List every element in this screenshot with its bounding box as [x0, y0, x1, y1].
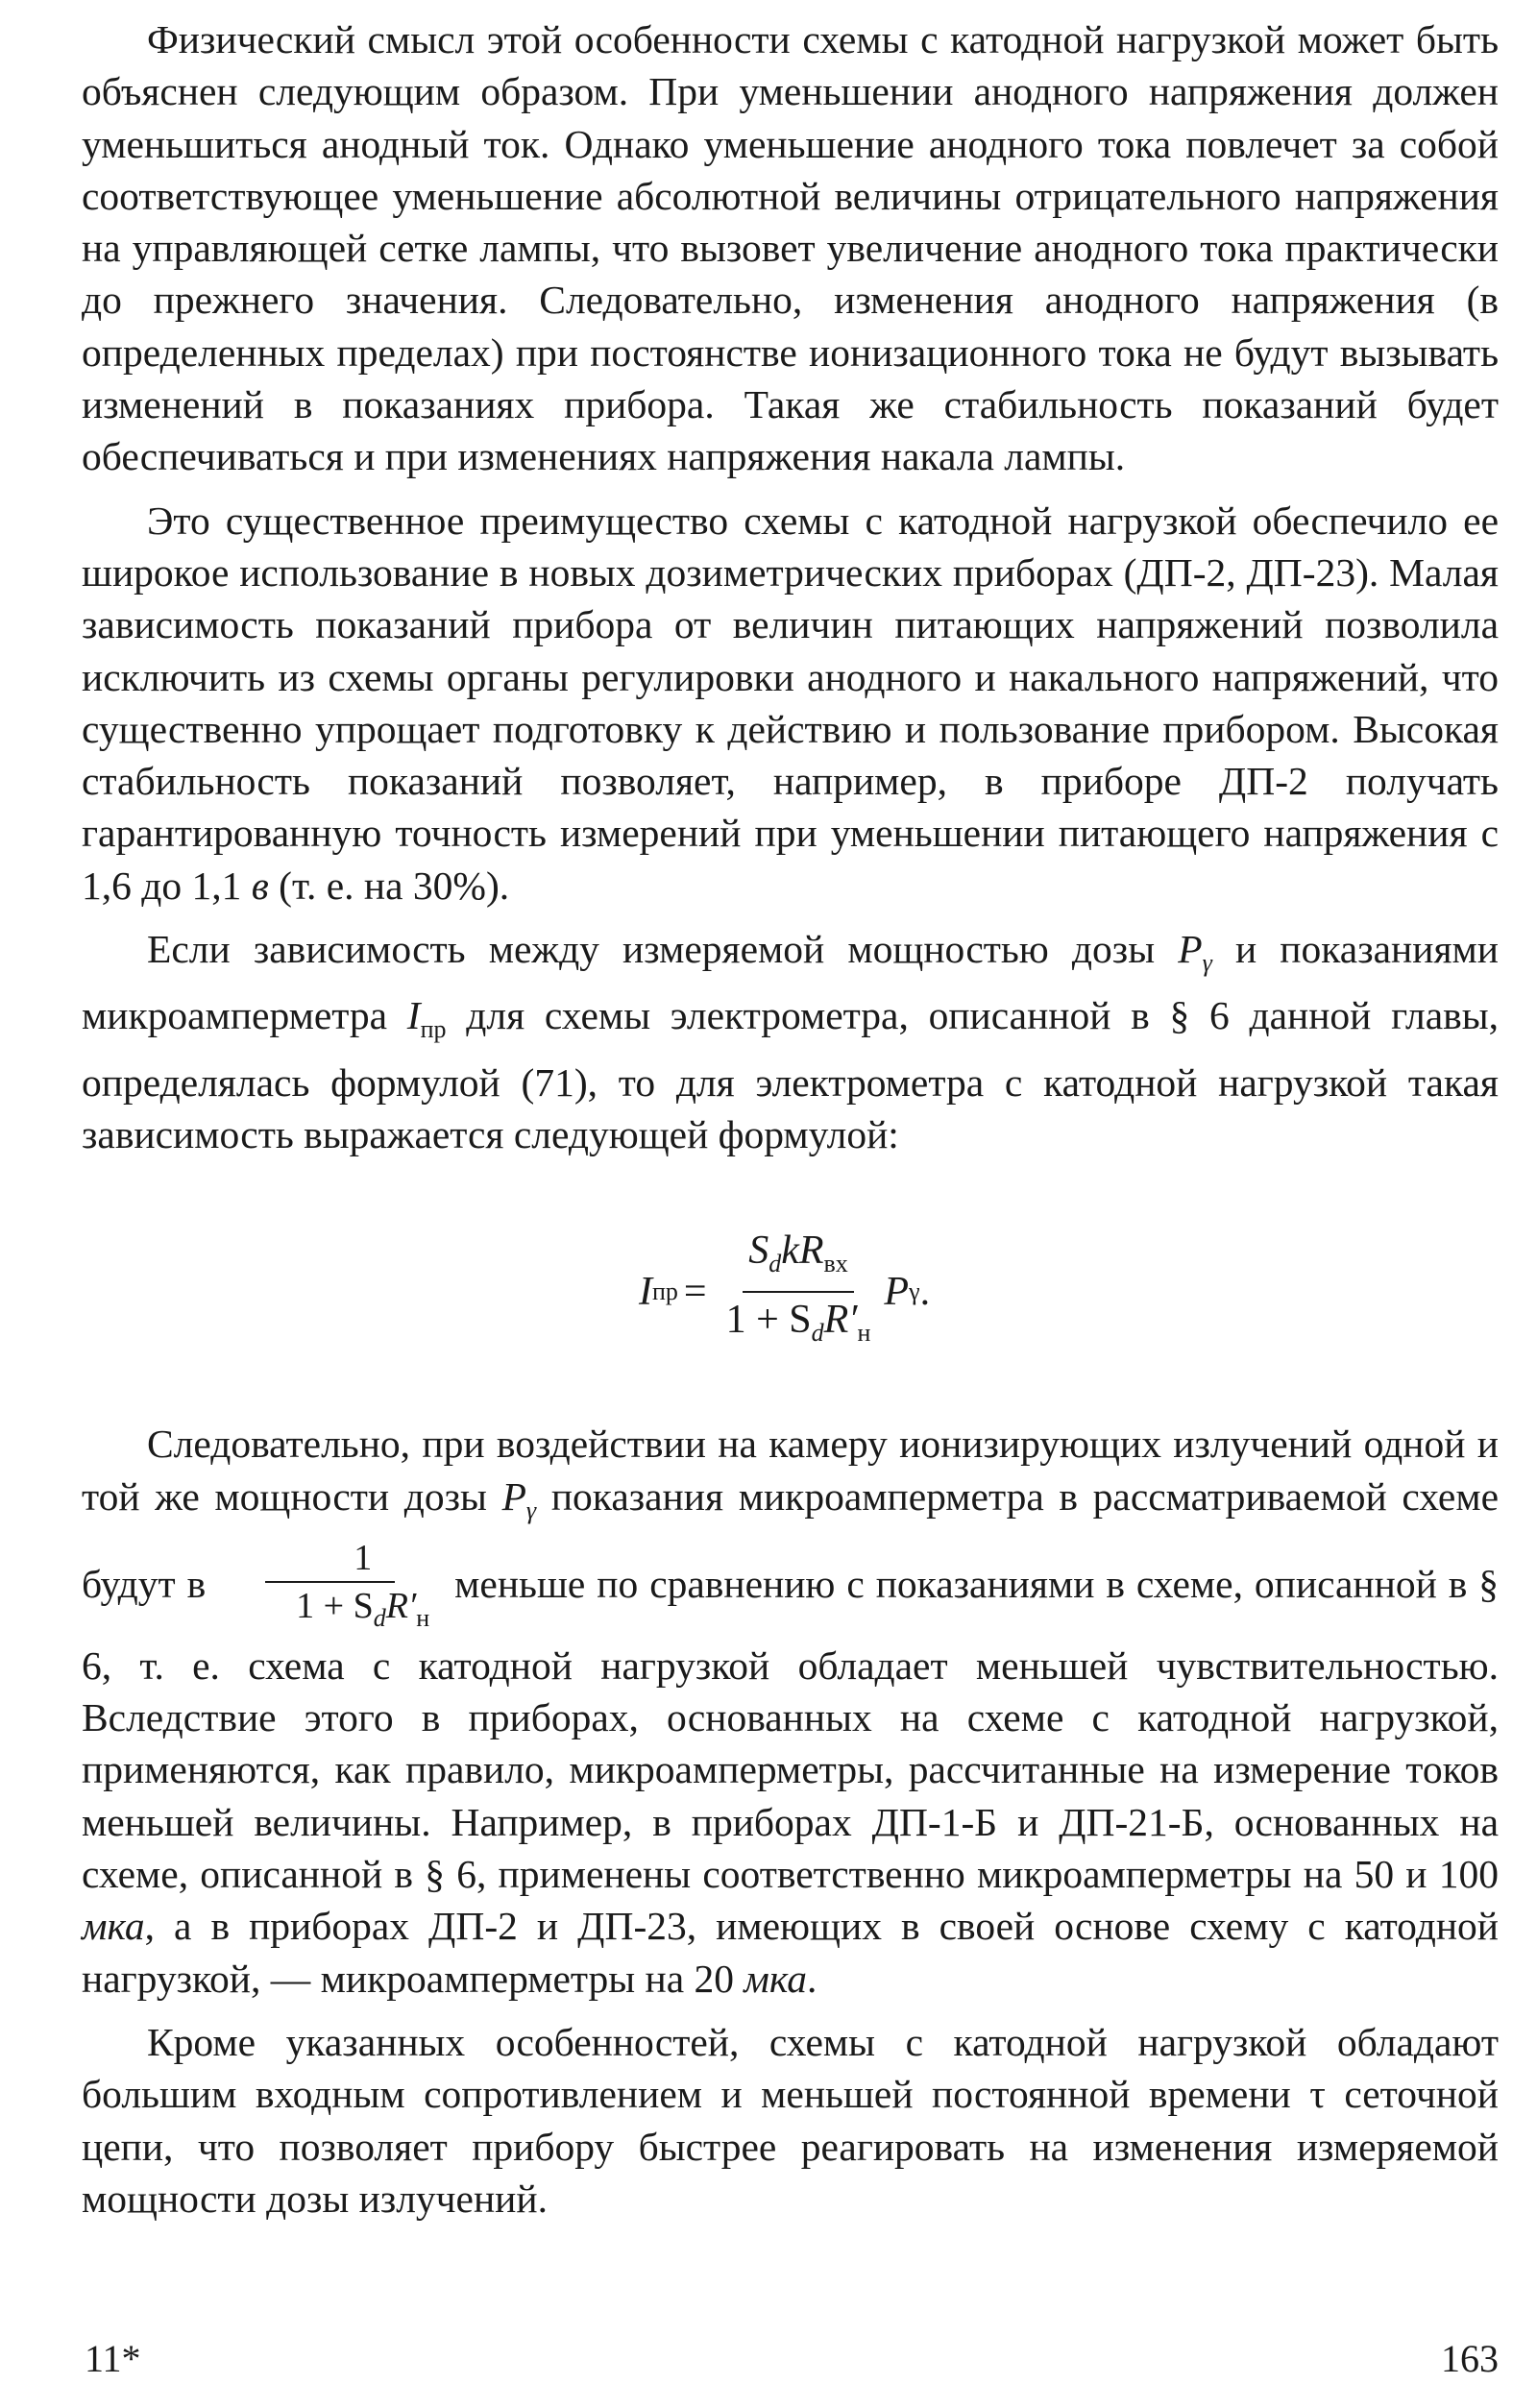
- paragraph-2-text: Это существенное преимущество схемы с катодной нагрузкой обеспечило ее широкое использование в новых дозиметрических приборах (ДП-2, ДП-23). Малая зависимость показаний прибора от величин питающих напряжений позволила исключить из схемы органы регулировки анодного и накального напряжений, что существенно упрощает подготовку к действию и пользование прибором. Высокая стабильность показаний позволяет, например, в приборе ДП-2 получать гарантированную точность измерений при уменьшении питающего напряжения с 1,6 до 1,1: [82, 498, 1499, 908]
- paragraph-4: [82, 1418, 1499, 2005]
- paragraph-4-part-d: , а в приборах ДП-2 и ДП-23, имеющих в своей основе схему с катодной нагрузкой, — микроамперметры на 20: [82, 1904, 1499, 2001]
- paragraph-3: [82, 923, 1499, 1160]
- page-number: 163: [1441, 2337, 1499, 2380]
- paragraph-3-part-b: и показаниями микроамперметра: [82, 927, 1500, 1038]
- unit-mka-1: мка: [82, 1904, 145, 1949]
- inline-fraction: [221, 1537, 439, 1640]
- paragraph-3-part-a: Если зависимость между измеряемой мощностью дозы: [147, 927, 1156, 972]
- paragraph-4-end: .: [807, 1956, 817, 2001]
- formula-lhs: I: [639, 1270, 652, 1315]
- symbol-i-pr-sub: пр: [420, 1015, 447, 1044]
- unit-volt: в: [251, 863, 269, 908]
- formula-block: [82, 1178, 1499, 1418]
- formula-denominator: $1 + S_dR'_н$: [725, 1298, 871, 1348]
- paragraph-5-text: Кроме указанных особенностей, схемы с катодной нагрузкой обладают большим входным сопротивлением и меньшей постоянной времени τ сеточной цепи, что позволяет прибору быстрее реагировать на изменения измеряемой мощности дозы излучений.: [82, 2019, 1499, 2221]
- formula-lhs-sub: пр: [652, 1277, 678, 1306]
- paragraph-2-end: (т. е. на 30%).: [279, 863, 510, 908]
- formula-i-pr: [639, 1228, 930, 1356]
- formula-fraction: [720, 1228, 877, 1356]
- page-footer: [85, 2336, 1499, 2381]
- symbol-p-gamma-2: $P_\gamma$: [501, 1473, 537, 1524]
- page-body: [82, 13, 1499, 2225]
- paragraph-4-part-b: показания микроамперметра в рассматриваемой схеме будут в: [82, 1473, 1500, 1606]
- formula-rhs-sub: γ: [909, 1277, 920, 1306]
- formula-equals: =: [683, 1270, 707, 1315]
- paragraph-4-part-a: Следовательно, при воздействии на камеру ионизирующих излучений одной и той же мощности дозы: [82, 1422, 1499, 1519]
- formula-period: .: [919, 1270, 931, 1315]
- inline-fraction-denominator: $1 + S_dR'_н$: [296, 1585, 430, 1632]
- symbol-i-pr: I: [406, 993, 421, 1038]
- signature-mark: 11*: [85, 2337, 141, 2380]
- paragraph-3-part-c: для схемы электрометра, описанной в § 6 данной главы, определялась формулой (71), то для электрометра с катодной нагрузкой такая зависимость выражается следующей формулой:: [82, 993, 1500, 1156]
- inline-fraction-numerator: 1: [265, 1537, 395, 1583]
- formula-rhs: P: [884, 1270, 910, 1315]
- paragraph-2: [82, 495, 1499, 912]
- unit-mka-2: мка: [744, 1956, 808, 2001]
- paragraph-1: [82, 13, 1499, 483]
- paragraph-4-part-c: меньше по сравнению с показаниями в схеме, описанной в § 6, т. е. схема с катодной нагрузкой обладает меньшей чувствительностью. Вследствие этого в приборах, основанных на схеме с катодной нагрузкой, применяются, как правило, микроамперметры, рассчитанные на измерение токов меньшей величины. Например, в приборах ДП-1-Б и ДП-21-Б, основанных на схеме, описанной в § 6, применены соответственно микроамперметры на 50 и 100: [82, 1561, 1500, 1897]
- symbol-p-gamma: $P_\gamma$: [1178, 927, 1212, 978]
- paragraph-1-text: Физический смысл этой особенности схемы с катодной нагрузкой может быть объяснен следующим образом. При уменьшении анодного напряжения должен уменьшиться анодный ток. Однако уменьшение анодного тока повлечет за собой соответствующее уменьшение абсолютной величины отрицательного напряжения на управляющей сетке лампы, что вызовет увеличение анодного тока практически до прежнего значения. Следовательно, изменения анодного напряжения (в определенных пределах) при постоянстве ионизационного тока не будут вызывать изменений в показаниях прибора. Такая же стабильность показаний будет обеспечиваться и при изменениях напряжения накала лампы.: [82, 17, 1499, 479]
- paragraph-5: [82, 2016, 1499, 2225]
- formula-numerator: $S_dkR_{вх}$: [743, 1228, 854, 1293]
